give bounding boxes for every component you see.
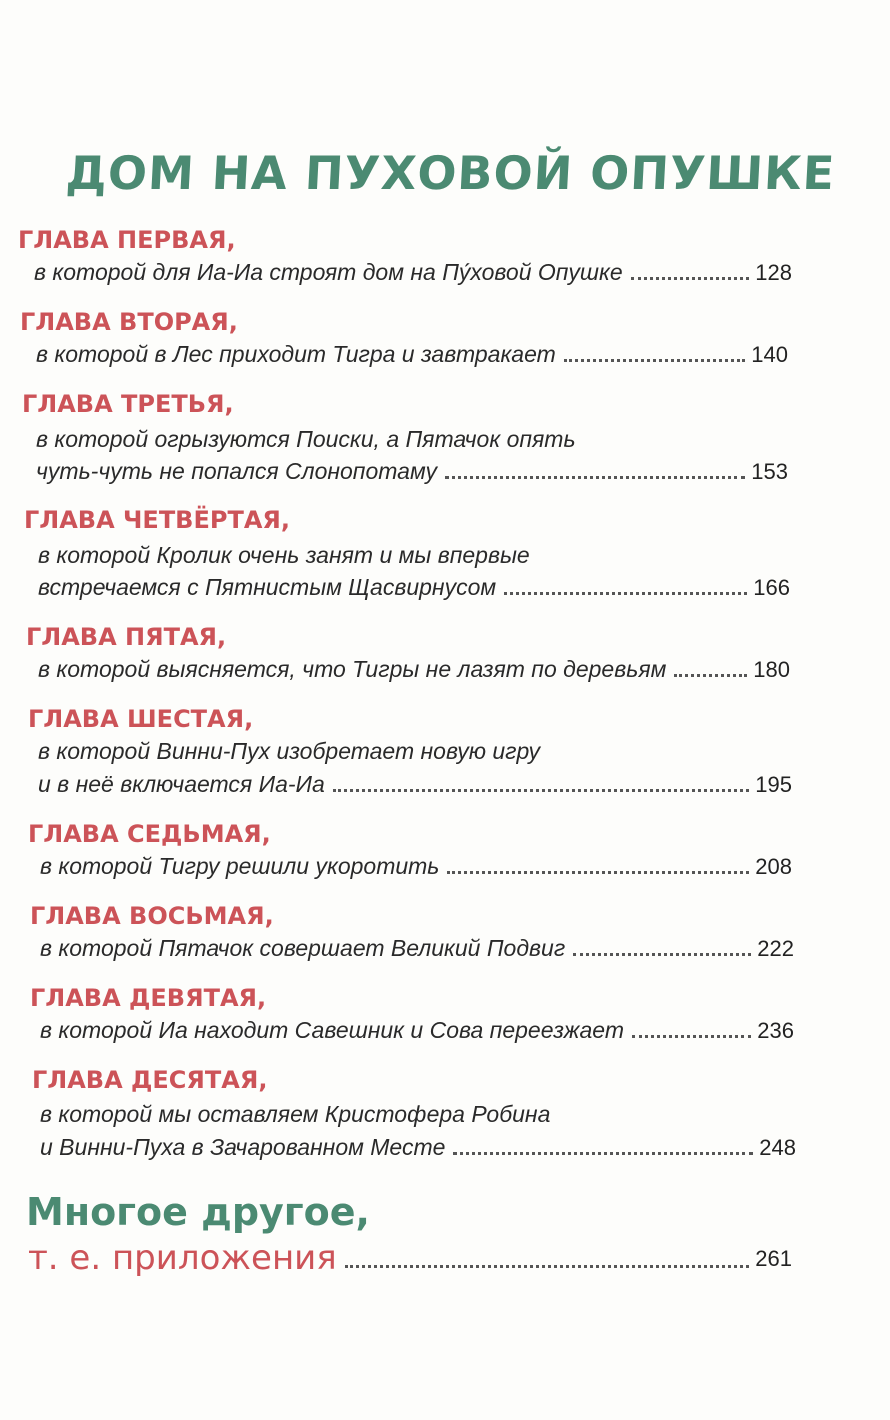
dot-leader — [333, 789, 750, 792]
chapter-description: и в неё включается Иа-Иа — [38, 771, 325, 797]
chapter-entry[interactable] — [38, 768, 792, 798]
page-number: 180 — [753, 657, 790, 682]
chapter-heading: ГЛАВА ДЕВЯТАЯ, — [30, 984, 267, 1012]
page-number: 248 — [759, 1135, 796, 1160]
page-number: 208 — [755, 854, 792, 879]
chapter-description: в которой Тигру решили укоротить — [40, 853, 440, 879]
chapter-heading: ГЛАВА ЧЕТВЁРТАЯ, — [24, 506, 291, 534]
page-number: 195 — [755, 772, 792, 797]
dot-leader — [447, 871, 749, 874]
dot-leader — [564, 359, 745, 362]
appendix-subtitle: т. е. приложения — [28, 1238, 337, 1278]
chapter-entry[interactable] — [40, 850, 792, 880]
chapter-description: в которой Пятачок совершает Великий Подвиг — [40, 935, 566, 961]
chapter-description: в которой Винни-Пух изобретает новую игру — [38, 738, 541, 764]
appendix-page-number: 261 — [755, 1246, 792, 1271]
dot-leader — [632, 1035, 751, 1038]
chapter-entry[interactable] — [40, 1131, 796, 1161]
chapter-description: чуть-чуть не попался Слонопотаму — [36, 458, 437, 484]
chapter-description-line — [40, 1098, 796, 1128]
dot-leader — [631, 277, 750, 280]
chapter-heading: ГЛАВА ПЕРВАЯ, — [18, 226, 236, 254]
dot-leader — [345, 1265, 750, 1268]
page-number: 140 — [751, 342, 788, 367]
dot-leader — [674, 674, 747, 677]
chapter-description: в которой для Иа-Иа строят дом на Пу́ховой Опушке — [34, 259, 623, 285]
chapter-heading: ГЛАВА ВОСЬМАЯ, — [30, 902, 274, 930]
chapter-entry[interactable] — [38, 653, 790, 683]
chapter-description: в которой мы оставляем Кристофера Робина — [40, 1101, 551, 1127]
chapter-heading: ГЛАВА ДЕСЯТАЯ, — [32, 1066, 268, 1094]
appendix-title: Многое другое, — [26, 1190, 370, 1234]
page-number: 166 — [753, 575, 790, 600]
chapter-heading: ГЛАВА ТРЕТЬЯ, — [22, 390, 234, 418]
page-number: 128 — [755, 260, 792, 285]
chapter-heading: ГЛАВА ВТОРАЯ, — [20, 308, 238, 336]
appendix-entry[interactable] — [28, 1234, 792, 1278]
chapter-description-line — [38, 735, 792, 765]
chapter-description: и Винни-Пуха в Зачарованном Месте — [40, 1134, 446, 1160]
chapter-description: в которой Кролик очень занят и мы впервые — [38, 542, 530, 568]
page-number: 222 — [757, 936, 794, 961]
chapter-description: в которой выясняется, что Тигры не лазят по деревьям — [38, 656, 667, 682]
page-number: 153 — [751, 459, 788, 484]
chapter-entry[interactable] — [40, 932, 794, 962]
chapter-description: в которой в Лес приходит Тигра и завтракает — [36, 341, 556, 367]
chapter-entry[interactable] — [38, 571, 790, 601]
page-number: 236 — [757, 1018, 794, 1043]
chapter-entry[interactable] — [36, 455, 788, 485]
chapter-description: в которой Иа находит Савешник и Сова переезжает — [40, 1017, 624, 1043]
chapter-heading: ГЛАВА СЕДЬМАЯ, — [28, 820, 271, 848]
dot-leader — [504, 592, 747, 595]
chapter-description: встречаемся с Пятнистым Щасвирнусом — [38, 574, 497, 600]
chapter-heading: ГЛАВА ШЕСТАЯ, — [28, 705, 254, 733]
section-title: ДОМ НА ПУХОВОЙ ОПУШКЕ — [64, 146, 837, 200]
dot-leader — [453, 1152, 753, 1155]
chapter-heading: ГЛАВА ПЯТАЯ, — [26, 623, 227, 651]
chapter-entry[interactable] — [36, 338, 788, 368]
chapter-entry[interactable] — [40, 1014, 794, 1044]
chapter-entry[interactable] — [34, 256, 792, 286]
chapter-description-line — [38, 539, 790, 569]
chapter-description: в которой огрызуются Поиски, а Пятачок опять — [36, 426, 576, 452]
chapter-description-line — [36, 423, 788, 453]
dot-leader — [445, 476, 745, 479]
dot-leader — [573, 953, 751, 956]
